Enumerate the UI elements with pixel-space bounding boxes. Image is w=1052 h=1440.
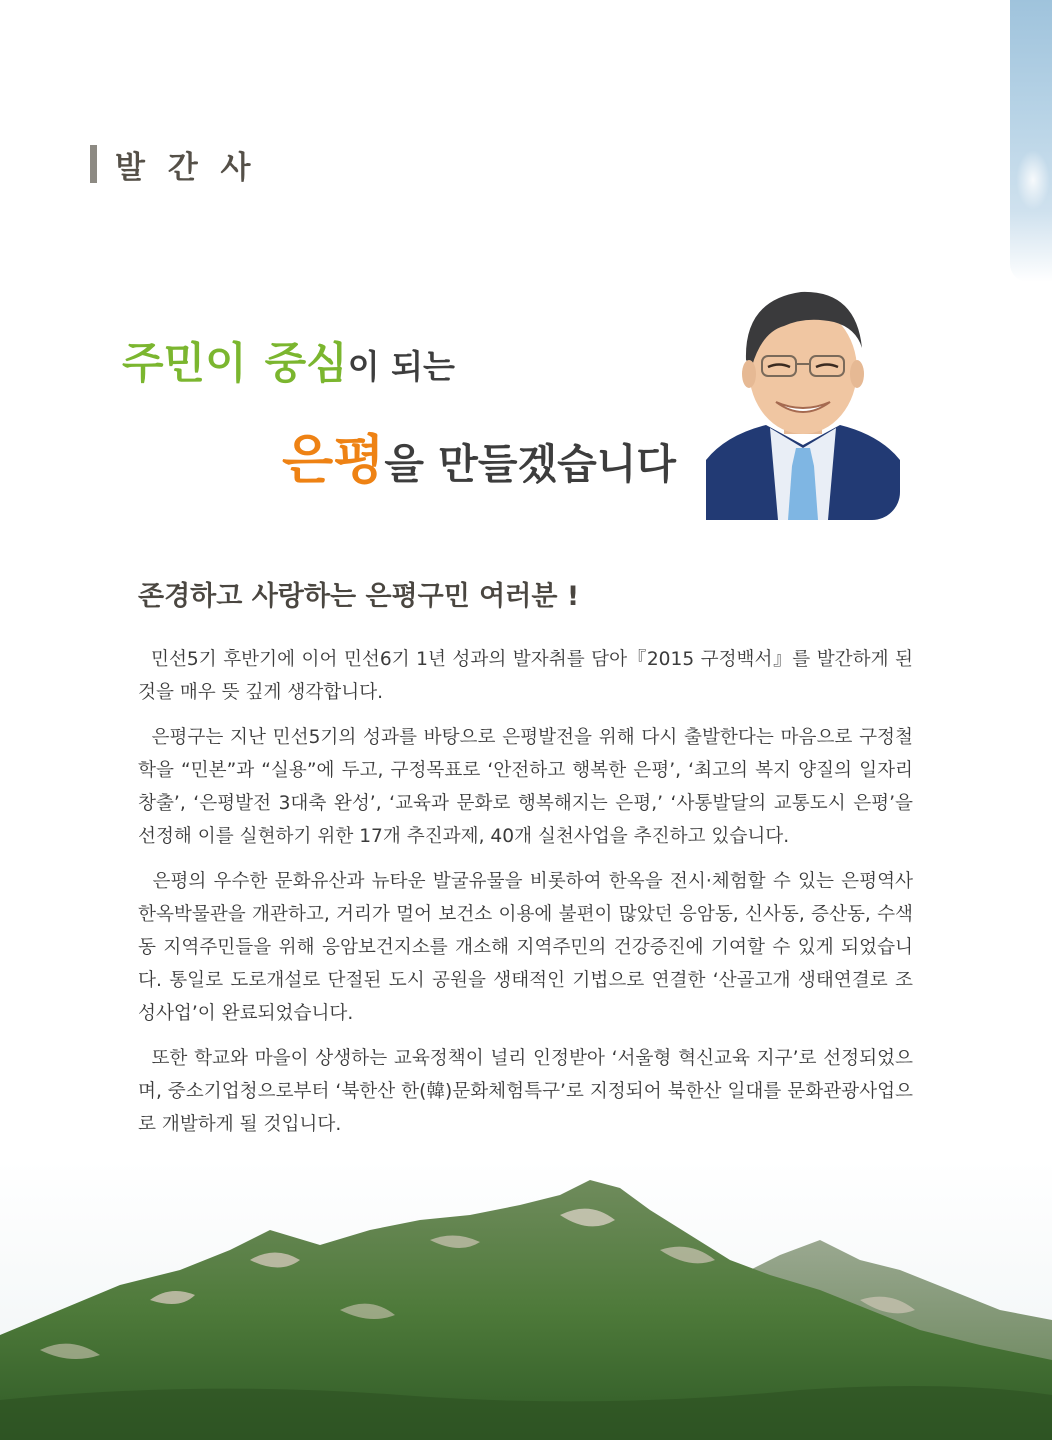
slogan-highlight-center: 중심 (264, 339, 348, 389)
paragraph: 민선5기 후반기에 이어 민선6기 1년 성과의 발자취를 담아『2015 구정백서』를 발간하게 된 것을 매우 뜻 깊게 생각합니다. (138, 649, 913, 703)
message-body (138, 643, 913, 1153)
slogan-line-1-rest: 이 되는 (347, 347, 455, 386)
paragraph: 또한 학교와 마을이 상생하는 교육정책이 널리 인정받아 ‘서울형 혁신교육 지구’로 선정되었으며, 중소기업청으로부터 ‘북한산 한(韓)문화체험특구’로 지정되어 북한산 일대를 문화관광사업으로 개발하게 될 것입니다. (138, 1048, 914, 1135)
section-bar (90, 145, 97, 183)
bukhansan-mountain-image (0, 1160, 1052, 1440)
mayor-portrait (706, 270, 900, 520)
slogan-line-1 (122, 330, 455, 391)
paragraph: 은평구는 지난 민선5기의 성과를 바탕으로 은평발전을 위해 다시 출발한다는 마음으로 구정철학을 “민본”과 “실용”에 두고, 구정목표로 ‘안전하고 행복한 은평’, ‘최고의 복지 양질의 일자리 창출’, ‘은평발전 3대축 완성’, ‘교육과 문화로 행복해지는 은평,’ ‘사통발달의 교통도시 은평’을 선정해 이를 실현하기 위한 17개 추진과제, 40개 실천사업을 추진하고 있습니다. (138, 727, 913, 847)
sky-decoration (1010, 0, 1052, 282)
slogan-line-2-rest: 을 만들겠습니다 (384, 440, 676, 488)
section-title: 발 간 사 (115, 149, 257, 186)
slogan-highlight-residents: 주민이 (122, 339, 247, 389)
slogan-highlight-eunpyeong: 은평 (282, 430, 385, 491)
slogan-line-2 (282, 418, 676, 494)
section-header (90, 144, 256, 184)
greeting-heading: 존경하고 사랑하는 은평구민 여러분 ! (138, 581, 580, 612)
paragraph: 은평의 우수한 문화유산과 뉴타운 발굴유물을 비롯하여 한옥을 전시·체험할 수 있는 은평역사한옥박물관을 개관하고, 거리가 멀어 보건소 이용에 불편이 많았던 응암동, 신사동, 증산동, 수색동 지역주민들을 위해 응암보건지소를 개소해 지역주민의 건강증진에 기여할 수 있게 되었습니다. 통일로 도로개설로 단절된 도시 공원을 생태적인 기법으로 연결한 ‘산골고개 생태연결로 조성사업’이 완료되었습니다. (138, 871, 914, 1024)
